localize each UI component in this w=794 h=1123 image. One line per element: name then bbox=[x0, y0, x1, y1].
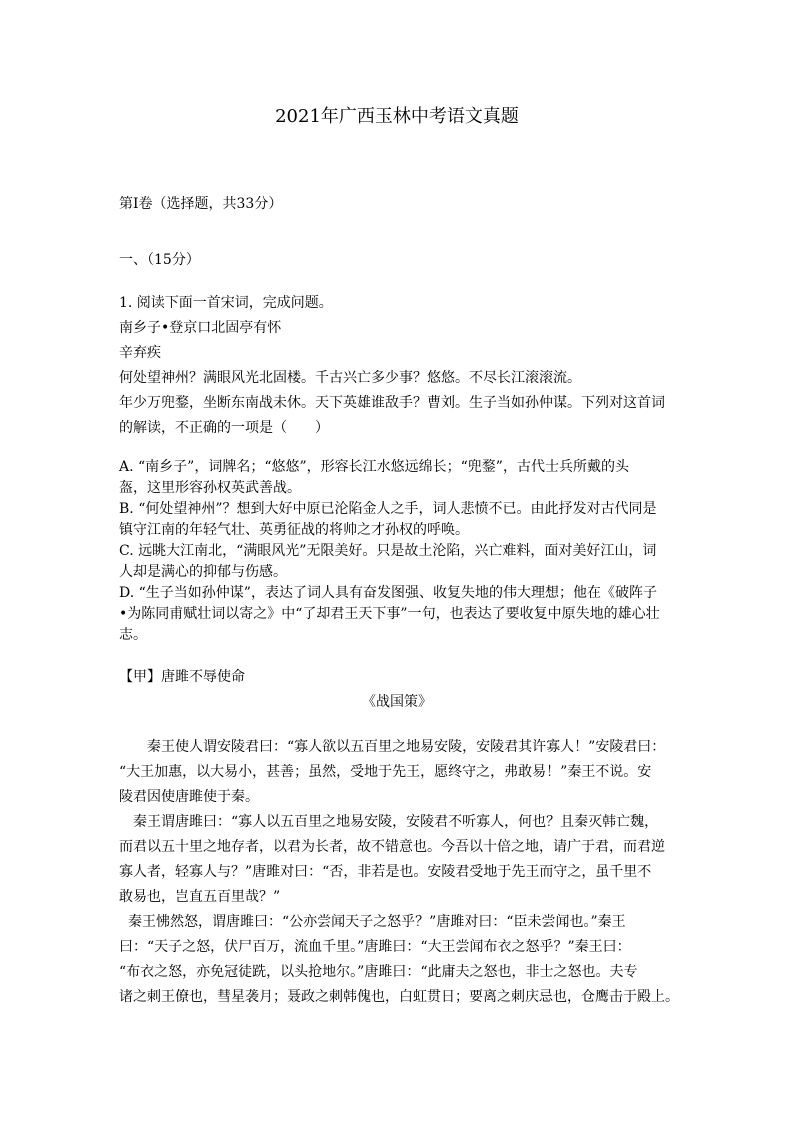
passage-line: “布衣之怒，亦免冠徒跣，以头抢地尔。”唐雎曰：“此庸夫之怒也，非士之怒也。夫专 bbox=[119, 964, 638, 980]
document-title: 2021年广西玉林中考语文真题 bbox=[275, 106, 519, 127]
passage-line: “大王加惠，以大易小，甚善；虽然，受地于先王，愿终守之，弗敢易！”秦王不说。安 bbox=[119, 764, 652, 780]
option-c-cont: 人却是满心的抑郁与伤感。 bbox=[119, 564, 287, 580]
option-d-cont: •为陈同甫赋壮词以寄之》中“了却君王天下事”一句，也表达了要收复中原失地的雄心壮 bbox=[119, 606, 660, 622]
section-heading: 第I卷（选择题，共33分） bbox=[119, 196, 283, 212]
option-b-cont: 镇守江南的年轻气壮、英勇征战的将帅之才孙权的呼唤。 bbox=[119, 522, 469, 538]
passage-line: 而君以五十里之地存者，以君为长者，故不错意也。今吾以十倍之地，请广于君，而君逆 bbox=[119, 839, 665, 855]
part-heading: 一、（15分） bbox=[119, 252, 200, 268]
passage-line: 秦王谓唐雎曰：“寡人以五百里之地易安陵，安陵君不听寡人，何也？且秦灭韩亡魏， bbox=[133, 814, 659, 830]
question-prompt: 1. 阅读下面一首宋词，完成问题。 bbox=[119, 295, 333, 311]
option-a-cont: 盔，这里形容孙权英武善战。 bbox=[119, 480, 301, 496]
passage-line: 曰：“天子之怒，伏尸百万，流血千里。”唐雎曰：“大王尝闻布衣之怒乎？”秦王曰： bbox=[119, 939, 631, 955]
poem-line: 何处望神州？满眼风光北固楼。千古兴亡多少事？悠悠。不尽长江滚滚流。 bbox=[119, 370, 581, 386]
question-stem: 的解读，不正确的一项是（ ） bbox=[119, 420, 329, 436]
option-c: C. 远眺大江南北，“满眼风光”无限美好。只是故土沦陷，兴亡难料，面对美好江山，词 bbox=[119, 543, 657, 559]
option-d: D. “生子当如孙仲谋”，表达了词人具有奋发图强、收复失地的伟大理想；他在《破阵子 bbox=[119, 585, 657, 601]
passage-source: 《战国策》 bbox=[362, 694, 432, 710]
passage-label: 【甲】唐雎不辱使命 bbox=[119, 669, 245, 685]
passage-line: 敢易也，岂直五百里哉？” bbox=[119, 889, 281, 905]
poem-title: 南乡子•登京口北固亭有怀 bbox=[119, 320, 282, 336]
option-b: B. “何处望神州”？想到大好中原已沦陷金人之手，词人悲愤不已。由此抒发对古代同是 bbox=[119, 501, 657, 517]
poem-author: 辛弃疾 bbox=[119, 345, 161, 361]
passage-line: 秦王怫然怒，谓唐雎曰：“公亦尝闻天子之怒乎？”唐雎对曰：“臣未尝闻也。”秦王 bbox=[128, 914, 626, 930]
passage-line: 陵君因使唐雎使于秦。 bbox=[119, 789, 259, 805]
passage-line: 寡人者，轻寡人与？”唐雎对曰：“否，非若是也。安陵君受地于先王而守之，虽千里不 bbox=[119, 864, 652, 880]
passage-line: 秦王使人谓安陵君曰：“寡人欲以五百里之地易安陵，安陵君其许寡人！”安陵君曰： bbox=[147, 739, 666, 755]
poem-line: 年少万兜鍪，坐断东南战未休。天下英雄谁敌手？曹刘。生子当如孙仲谋。下列对这首词 bbox=[119, 395, 665, 411]
passage-line: 诸之刺王僚也，彗星袭月；聂政之刺韩傀也，白虹贯日；要离之刺庆忌也，仓鹰击于殿上。 bbox=[119, 989, 679, 1005]
option-d-cont: 志。 bbox=[119, 627, 147, 643]
option-a: A. “南乡子”，词牌名；“悠悠”，形容长江水悠远绵长；“兜鍪”，古代士兵所戴的头 bbox=[119, 459, 629, 475]
